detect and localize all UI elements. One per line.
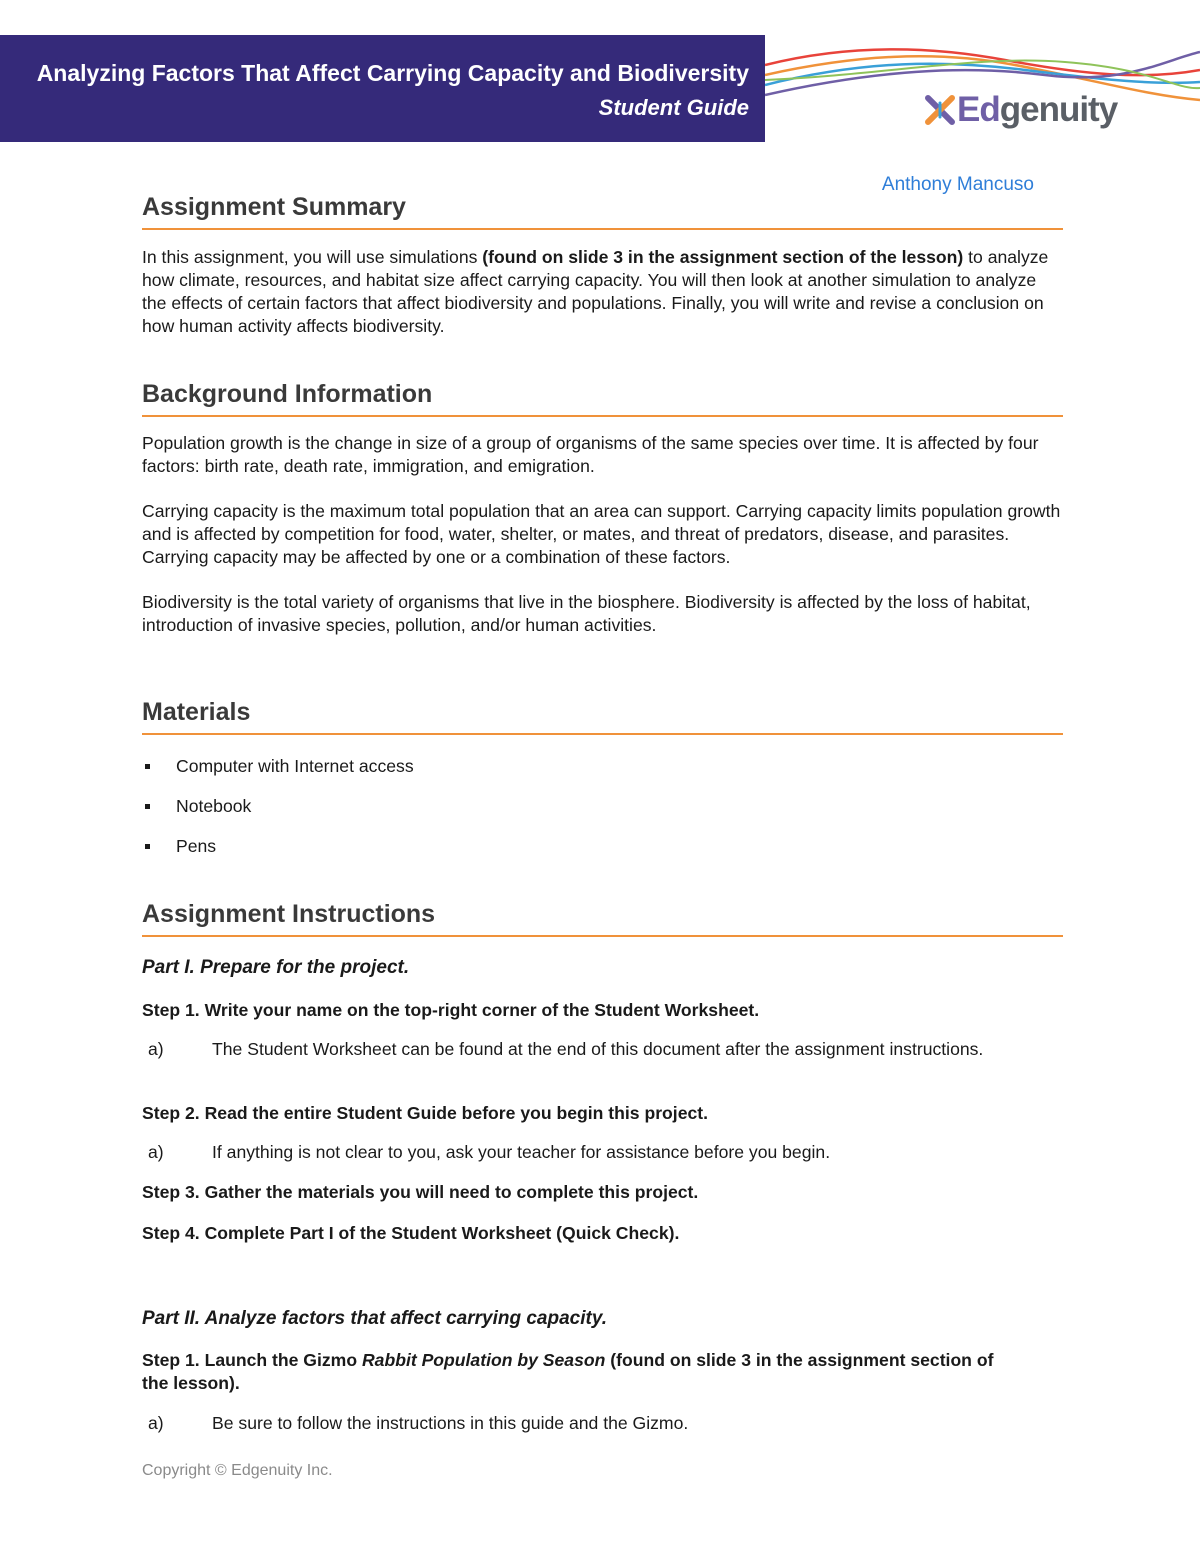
document-subtitle: Student Guide <box>598 95 749 120</box>
assignment-summary-section <box>142 193 1063 338</box>
background-paragraph: Carrying capacity is the maximum total population that an area can support. Carrying capacity limits population growth and is affected by competition for food, water, shelter, or mates, and threat of predators, disease, and parasites. Carrying capacity may be affected by one or a combination of these factors. <box>142 501 1061 567</box>
list-item <box>142 755 1063 795</box>
substep-marker: a) <box>148 1413 164 1433</box>
list-item <box>142 795 1063 835</box>
bullet-icon <box>145 804 150 809</box>
copyright-footer: Copyright © Edgenuity Inc. <box>142 1462 333 1479</box>
author-name: Anthony Mancuso <box>881 174 1034 195</box>
summary-paragraph <box>142 246 1063 338</box>
summary-text-continued: to analyze how climate, resources, and habitat size affect carrying capacity. You will then look at another simulation to analyze the effects of certain factors that affect biodiversity and populations. Finally, you will write and revise a conclusion on how human activity affects biodiversity. <box>142 247 1049 336</box>
section-heading: Background Information <box>142 380 1063 417</box>
part2-heading: Part II. Analyze factors that affect carrying capacity. <box>142 1308 607 1329</box>
list-item-text: Computer with Internet access <box>176 756 414 776</box>
gizmo-name: Rabbit Population by Season <box>361 1350 606 1370</box>
bullet-icon <box>145 764 150 769</box>
part1-step1: Step 1. Write your name on the top-right corner of the Student Worksheet. <box>142 1000 760 1020</box>
substep-text: The Student Worksheet can be found at the end of this document after the assignment instructions. <box>212 1039 984 1059</box>
section-heading: Assignment Summary <box>142 193 1063 230</box>
background-paragraph: Biodiversity is the total variety of organisms that live in the biosphere. Biodiversity is affected by the loss of habitat, introduction of invasive species, pollution, and/or human activities. <box>142 592 1031 635</box>
part1-step1-substep <box>148 1038 1028 1061</box>
bullet-icon <box>145 844 150 849</box>
edgenuity-logo <box>925 88 1117 132</box>
part1-heading: Part I. Prepare for the project. <box>142 957 410 978</box>
section-heading: Materials <box>142 698 1063 735</box>
substep-marker: a) <box>148 1142 164 1162</box>
instructions-section <box>142 900 1063 937</box>
summary-bold-text: (found on slide 3 in the assignment section of the lesson) <box>482 247 964 267</box>
list-item-text: Notebook <box>176 796 252 816</box>
part1-step4: Step 4. Complete Part I of the Student Worksheet (Quick Check). <box>142 1223 680 1243</box>
logo-text <box>957 90 1117 130</box>
part1-step2: Step 2. Read the entire Student Guide before you begin this project. <box>142 1103 709 1123</box>
logo-text-prefix: Ed <box>957 90 1000 129</box>
part2-step1 <box>142 1349 1012 1395</box>
part1-step2-substep <box>148 1141 1028 1164</box>
background-section <box>142 380 1063 637</box>
list-item <box>142 835 1063 875</box>
summary-text: In this assignment, you will use simulations <box>142 247 483 267</box>
substep-text: If anything is not clear to you, ask your teacher for assistance before you begin. <box>212 1142 831 1162</box>
step-text: Step 1. Launch the Gizmo <box>142 1350 362 1370</box>
logo-mark-icon <box>925 95 955 125</box>
background-paragraph: Population growth is the change in size of a group of organisms of the same species over time. It is affected by four factors: birth rate, death rate, immigration, and emigration. <box>142 433 1039 476</box>
logo-text-suffix: genuity <box>999 90 1118 129</box>
part2-step1-substep <box>148 1412 1028 1435</box>
header-banner <box>0 35 765 142</box>
substep-marker: a) <box>148 1039 164 1059</box>
step-text-continued: (found on slide 3 in the assignment section of the lesson). <box>142 1350 994 1393</box>
document-title: Analyzing Factors That Affect Carrying Capacity and Biodiversity <box>36 60 749 86</box>
part1-step3: Step 3. Gather the materials you will need to complete this project. <box>142 1182 699 1202</box>
materials-list <box>142 755 1063 875</box>
substep-text: Be sure to follow the instructions in this guide and the Gizmo. <box>212 1413 689 1433</box>
section-heading: Assignment Instructions <box>142 900 1063 937</box>
list-item-text: Pens <box>176 836 217 856</box>
materials-section <box>142 698 1063 875</box>
